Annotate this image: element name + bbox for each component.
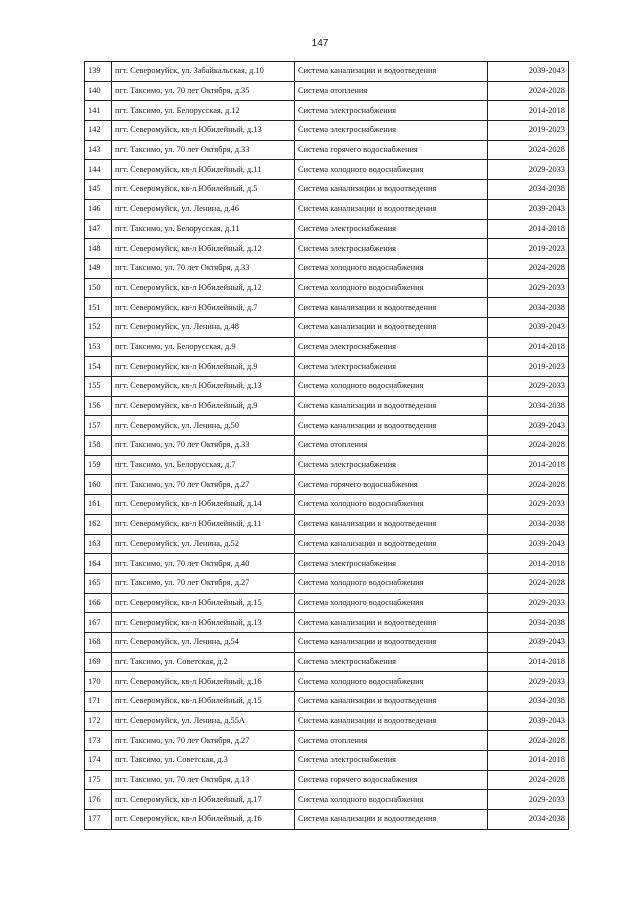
row-period: 2034-2038 — [488, 613, 569, 633]
row-number: 175 — [85, 770, 112, 790]
row-number: 143 — [85, 140, 112, 160]
row-period: 2039-2043 — [488, 416, 569, 436]
row-system: Система холодного водоснабжения — [295, 258, 488, 278]
row-period: 2029-2033 — [488, 160, 569, 180]
row-address: пгт. Северомуйск, ул. Ленина, д.52 — [112, 534, 295, 554]
row-number: 169 — [85, 652, 112, 672]
row-period: 2024-2028 — [488, 573, 569, 593]
table-row — [85, 298, 569, 318]
table-row — [85, 613, 569, 633]
row-period: 2034-2038 — [488, 396, 569, 416]
row-number: 158 — [85, 436, 112, 456]
row-address: пгт. Северомуйск, кв-л Юбилейный, д.13 — [112, 121, 295, 141]
row-number: 141 — [85, 101, 112, 121]
table-row — [85, 258, 569, 278]
row-address: пгт. Северомуйск, кв-л Юбилейный, д.9 — [112, 396, 295, 416]
row-system: Система канализации и водоотведения — [295, 514, 488, 534]
row-number: 172 — [85, 711, 112, 731]
row-system: Система канализации и водоотведения — [295, 534, 488, 554]
row-address: пгт. Таксимо, ул. 70 лет Октября, д.27 — [112, 475, 295, 495]
row-address: пгт. Северомуйск, кв-л Юбилейный, д.9 — [112, 357, 295, 377]
row-address: пгт. Северомуйск, кв-л Юбилейный, д.16 — [112, 810, 295, 830]
row-number: 148 — [85, 239, 112, 259]
row-period: 2039-2043 — [488, 711, 569, 731]
row-system: Система холодного водоснабжения — [295, 672, 488, 692]
row-period: 2024-2028 — [488, 258, 569, 278]
row-period: 2024-2028 — [488, 81, 569, 101]
row-address: пгт. Северомуйск, ул. Ленина, д.54 — [112, 632, 295, 652]
row-period: 2034-2038 — [488, 514, 569, 534]
row-number: 149 — [85, 258, 112, 278]
row-number: 145 — [85, 180, 112, 200]
table-row — [85, 396, 569, 416]
table-row — [85, 593, 569, 613]
table-row — [85, 573, 569, 593]
row-system: Система канализации и водоотведения — [295, 810, 488, 830]
row-system: Система холодного водоснабжения — [295, 790, 488, 810]
row-address: пгт. Таксимо, ул. 70 лет Октября, д.40 — [112, 554, 295, 574]
row-period: 2024-2028 — [488, 436, 569, 456]
row-number: 173 — [85, 731, 112, 751]
row-address: пгт. Таксимо, ул. 70 лет Октября, д.33 — [112, 436, 295, 456]
table-row — [85, 652, 569, 672]
row-system: Система электроснабжения — [295, 751, 488, 771]
row-address: пгт. Таксимо, ул. Белорусская, д.9 — [112, 337, 295, 357]
row-period: 2034-2038 — [488, 298, 569, 318]
row-address: пгт. Таксимо, ул. 70 лет Октября, д.33 — [112, 140, 295, 160]
row-system: Система канализации и водоотведения — [295, 632, 488, 652]
row-number: 142 — [85, 121, 112, 141]
row-address: пгт. Таксимо, ул. Белорусская, д.7 — [112, 455, 295, 475]
row-address: пгт. Таксимо, ул. 70 лет Октября, д.35 — [112, 81, 295, 101]
table-row — [85, 692, 569, 712]
row-period: 2024-2028 — [488, 475, 569, 495]
table-row — [85, 711, 569, 731]
row-number: 147 — [85, 219, 112, 239]
table-row — [85, 377, 569, 397]
row-address: пгт. Северомуйск, кв-л Юбилейный, д.12 — [112, 239, 295, 259]
row-period: 2029-2033 — [488, 672, 569, 692]
row-number: 161 — [85, 495, 112, 515]
row-period: 2039-2043 — [488, 62, 569, 82]
table-row — [85, 751, 569, 771]
table-row — [85, 534, 569, 554]
row-address: пгт. Северомуйск, кв-л Юбилейный, д.14 — [112, 495, 295, 515]
row-period: 2029-2033 — [488, 377, 569, 397]
row-system: Система холодного водоснабжения — [295, 573, 488, 593]
row-address: пгт. Таксимо, ул. Белорусская, д.12 — [112, 101, 295, 121]
row-address: пгт. Северомуйск, кв-л Юбилейный, д.12 — [112, 278, 295, 298]
table-row — [85, 810, 569, 830]
table-row — [85, 790, 569, 810]
row-number: 140 — [85, 81, 112, 101]
row-address: пгт. Таксимо, ул. 70 лет Октября, д.27 — [112, 573, 295, 593]
row-address: пгт. Таксимо, ул. 70 лет Октября, д.13 — [112, 770, 295, 790]
row-system: Система канализации и водоотведения — [295, 613, 488, 633]
table-row — [85, 199, 569, 219]
row-number: 165 — [85, 573, 112, 593]
row-period: 2029-2033 — [488, 790, 569, 810]
row-system: Система электроснабжения — [295, 554, 488, 574]
row-address: пгт. Северомуйск, кв-л Юбилейный, д.15 — [112, 692, 295, 712]
row-address: пгт. Северомуйск, кв-л Юбилейный, д.13 — [112, 613, 295, 633]
row-number: 166 — [85, 593, 112, 613]
row-address: пгт. Северомуйск, кв-л Юбилейный, д.7 — [112, 298, 295, 318]
row-period: 2014-2018 — [488, 219, 569, 239]
row-period: 2039-2043 — [488, 632, 569, 652]
page-number: 147 — [311, 38, 329, 49]
row-address: пгт. Северомуйск, кв-л Юбилейный, д.13 — [112, 377, 295, 397]
row-number: 154 — [85, 357, 112, 377]
row-address: пгт. Северомуйск, кв-л Юбилейный, д.5 — [112, 180, 295, 200]
row-period: 2014-2018 — [488, 751, 569, 771]
table-row — [85, 416, 569, 436]
table-row — [85, 514, 569, 534]
row-address: пгт. Таксимо, ул. Белорусская, д.11 — [112, 219, 295, 239]
row-system: Система холодного водоснабжения — [295, 593, 488, 613]
row-number: 146 — [85, 199, 112, 219]
table-row — [85, 632, 569, 652]
row-number: 174 — [85, 751, 112, 771]
row-address: пгт. Северомуйск, ул. Ленина, д.46 — [112, 199, 295, 219]
table-row — [85, 337, 569, 357]
row-period: 2034-2038 — [488, 180, 569, 200]
row-system: Система горячего водоснабжения — [295, 770, 488, 790]
row-number: 139 — [85, 62, 112, 82]
table-row — [85, 436, 569, 456]
row-system: Система электроснабжения — [295, 357, 488, 377]
row-period: 2039-2043 — [488, 317, 569, 337]
table-row — [85, 770, 569, 790]
row-address: пгт. Северомуйск, кв-л Юбилейный, д.11 — [112, 514, 295, 534]
table-row — [85, 219, 569, 239]
row-period: 2034-2038 — [488, 692, 569, 712]
row-number: 164 — [85, 554, 112, 574]
row-system: Система холодного водоснабжения — [295, 377, 488, 397]
row-period: 2029-2033 — [488, 593, 569, 613]
row-number: 153 — [85, 337, 112, 357]
row-period: 2024-2028 — [488, 770, 569, 790]
row-period: 2014-2018 — [488, 455, 569, 475]
row-period: 2024-2028 — [488, 731, 569, 751]
row-system: Система горячего водоснабжения — [295, 475, 488, 495]
row-address: пгт. Северомуйск, кв-л Юбилейный, д.16 — [112, 672, 295, 692]
schedule-table — [84, 61, 569, 830]
row-period: 2014-2018 — [488, 554, 569, 574]
row-system: Система холодного водоснабжения — [295, 278, 488, 298]
row-address: пгт. Таксимо, ул. 70 лет Октября, д.33 — [112, 258, 295, 278]
row-period: 2014-2018 — [488, 337, 569, 357]
row-address: пгт. Северомуйск, ул. Забайкальская, д.10 — [112, 62, 295, 82]
row-system: Система электроснабжения — [295, 239, 488, 259]
table-row — [85, 672, 569, 692]
row-system: Система электроснабжения — [295, 101, 488, 121]
row-number: 159 — [85, 455, 112, 475]
row-number: 157 — [85, 416, 112, 436]
row-number: 160 — [85, 475, 112, 495]
row-address: пгт. Таксимо, ул. Советская, д.3 — [112, 751, 295, 771]
row-system: Система отопления — [295, 731, 488, 751]
row-system: Система канализации и водоотведения — [295, 416, 488, 436]
row-system: Система канализации и водоотведения — [295, 180, 488, 200]
row-period: 2019-2023 — [488, 239, 569, 259]
row-number: 168 — [85, 632, 112, 652]
row-number: 163 — [85, 534, 112, 554]
row-number: 162 — [85, 514, 112, 534]
row-address: пгт. Северомуйск, кв-л Юбилейный, д.11 — [112, 160, 295, 180]
table-row — [85, 180, 569, 200]
table-row — [85, 357, 569, 377]
row-number: 144 — [85, 160, 112, 180]
row-number: 170 — [85, 672, 112, 692]
row-period: 2014-2018 — [488, 652, 569, 672]
row-period: 2039-2043 — [488, 199, 569, 219]
row-system: Система отопления — [295, 436, 488, 456]
table-row — [85, 239, 569, 259]
row-number: 156 — [85, 396, 112, 416]
row-number: 177 — [85, 810, 112, 830]
row-system: Система электроснабжения — [295, 219, 488, 239]
table-row — [85, 140, 569, 160]
row-address: пгт. Северомуйск, кв-л Юбилейный, д.15 — [112, 593, 295, 613]
row-system: Система канализации и водоотведения — [295, 396, 488, 416]
table-row — [85, 495, 569, 515]
row-number: 151 — [85, 298, 112, 318]
row-system: Система электроснабжения — [295, 652, 488, 672]
row-system: Система отопления — [295, 81, 488, 101]
row-period: 2029-2033 — [488, 495, 569, 515]
row-system: Система канализации и водоотведения — [295, 317, 488, 337]
row-system: Система электроснабжения — [295, 121, 488, 141]
table-row — [85, 278, 569, 298]
table-body — [85, 62, 569, 830]
row-number: 155 — [85, 377, 112, 397]
row-system: Система канализации и водоотведения — [295, 711, 488, 731]
table-row — [85, 81, 569, 101]
row-number: 167 — [85, 613, 112, 633]
row-system: Система электроснабжения — [295, 337, 488, 357]
row-system: Система горячего водоснабжения — [295, 140, 488, 160]
row-period: 2029-2033 — [488, 278, 569, 298]
row-system: Система канализации и водоотведения — [295, 199, 488, 219]
table-row — [85, 475, 569, 495]
row-address: пгт. Таксимо, ул. 70 лет Октября, д.27 — [112, 731, 295, 751]
table-row — [85, 554, 569, 574]
row-system: Система холодного водоснабжения — [295, 160, 488, 180]
row-number: 152 — [85, 317, 112, 337]
row-period: 2034-2038 — [488, 810, 569, 830]
row-address: пгт. Северомуйск, ул. Ленина, д.48 — [112, 317, 295, 337]
table-row — [85, 731, 569, 751]
row-period: 2039-2043 — [488, 534, 569, 554]
row-system: Система канализации и водоотведения — [295, 62, 488, 82]
row-address: пгт. Северомуйск, ул. Ленина, д.50 — [112, 416, 295, 436]
table-row — [85, 62, 569, 82]
row-period: 2024-2028 — [488, 140, 569, 160]
row-system: Система холодного водоснабжения — [295, 495, 488, 515]
table-row — [85, 160, 569, 180]
row-address: пгт. Таксимо, ул. Советская, д.2 — [112, 652, 295, 672]
table-row — [85, 121, 569, 141]
table-row — [85, 317, 569, 337]
row-period: 2019-2023 — [488, 357, 569, 377]
table-row — [85, 101, 569, 121]
row-number: 171 — [85, 692, 112, 712]
row-system: Система канализации и водоотведения — [295, 298, 488, 318]
row-period: 2019-2023 — [488, 121, 569, 141]
table-row — [85, 455, 569, 475]
row-address: пгт. Северомуйск, ул. Ленина, д.55А — [112, 711, 295, 731]
row-number: 176 — [85, 790, 112, 810]
row-number: 150 — [85, 278, 112, 298]
row-system: Система электроснабжения — [295, 455, 488, 475]
row-address: пгт. Северомуйск, кв-л Юбилейный, д.17 — [112, 790, 295, 810]
row-period: 2014-2018 — [488, 101, 569, 121]
row-system: Система канализации и водоотведения — [295, 692, 488, 712]
